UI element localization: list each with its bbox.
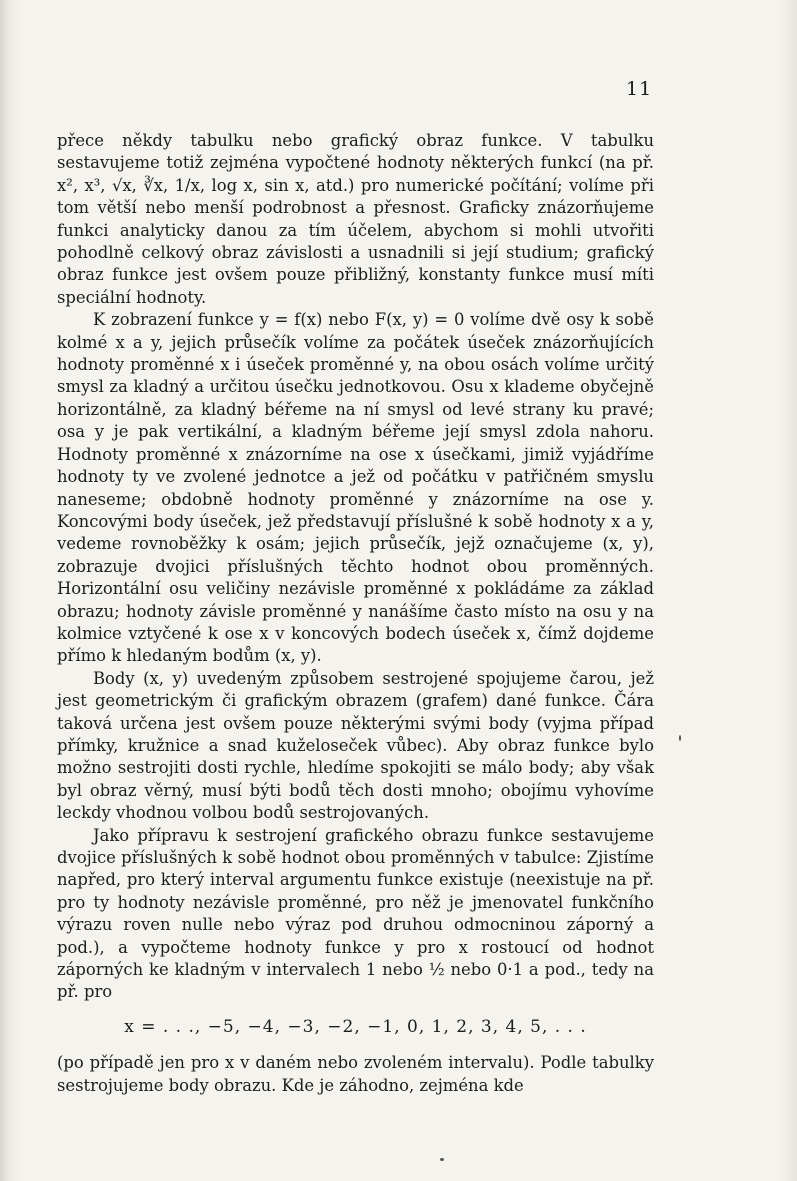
print-speck <box>679 735 681 741</box>
formula-x-values: x = . . ., −5, −4, −3, −2, −1, 0, 1, 2, 3, 4, 5, . . . <box>124 1016 587 1037</box>
paragraph-3: Body (x, y) uvedeným způsobem sestrojené spojujeme čarou, jež jest geometrickým či grafickým obrazem (grafem) dané funkce. Čára taková určena jest ovšem pouze některými svými body (vyjma případ přímky, kružnice a snad kuželoseček vůbec). Aby obraz funkce bylo možno sestrojiti dosti rychle, hledíme spokojiti se málo body; aby však byl obraz věrný, musí býti bodů těch dosti mnoho; obojímu vyhovíme leckdy vhodnou volbou bodů sestrojovaných. <box>57 668 654 823</box>
page-body <box>57 130 654 1097</box>
paragraph-1: přece někdy tabulku nebo grafický obraz funkce. V tabulku sestavujeme totiž zejména vypočtené hodnoty některých funkcí (na př. x², x³, √x, ∛x, 1/x, log x, sin x, atd.) pro numerické počítání; volíme při tom větší nebo menší podrobnost a přesnost. Graficky znázorňujeme funkci analyticky danou za tím účelem, abychom si mohli utvořiti pohodlně celkový obraz závislosti a usnadnili si její studium; grafický obraz funkce jest ovšem pouze přibližný, konstanty funkce musí míti speciální hodnoty. <box>57 131 654 307</box>
paragraph-4: Jako přípravu k sestrojení grafického obrazu funkce sestavujeme dvojice příslušných k sobě hodnot obou proměnných v tabulce: Zjistíme napřed, pro který interval argumentu funkce existuje (neexistuje na př. pro ty hodnoty nezávisle proměnné, pro něž je jmenovatel funkčního výrazu roven nulle nebo výraz pod druhou odmocninou záporný a pod.), a vypočteme hodnoty funkce y pro x rostoucí od hodnot záporných ke kladným v intervalech 1 nebo ½ nebo 0·1 a pod., tedy na př. pro <box>57 825 654 1002</box>
print-speck <box>440 1158 444 1161</box>
page-number: 11 <box>626 78 653 100</box>
paragraph-5: (po případě jen pro x v daném nebo zvoleném intervalu). Podle tabulky sestrojujeme body obrazu. Kde je záhodno, zejména kde <box>57 1053 654 1095</box>
paragraph-2: K zobrazení funkce y = f(x) nebo F(x, y) = 0 volíme dvě osy k sobě kolmé x a y, jejich průsečík volíme za počátek úseček znázorňujících hodnoty proměnné x i úseček proměnné y, na obou osách volíme určitý smysl za kladný a určitou úsečku jednotkovou. Osu x klademe obyčejně horizontálně, za kladný béřeme na ní smysl od levé strany ku pravé; osa y je pak vertikální, a kladným béřeme její smysl zdola nahoru. Hodnoty proměnné x znázorníme na ose x úsečkami, jimiž vyjádříme hodnoty ty ve zvolené jednotce a jež od počátku v patřičném smyslu naneseme; obdobně hodnoty proměnné y znázorníme na ose y. Koncovými body úseček, jež představují příslušné k sobě hodnoty x a y, vedeme rovnoběžky k osám; jejich průsečík, jejž označujeme (x, y), zobrazuje dvojici příslušných těchto hodnot obou proměnných. Horizontální osu veličiny nezávisle proměnné x pokládáme za základ obrazu; hodnoty závisle proměnné y nanášíme často místo na osu y na kolmice vztyčené k ose x v koncových bodech úseček x, čímž dojdeme přímo k hledaným bodům (x, y). <box>57 310 654 666</box>
